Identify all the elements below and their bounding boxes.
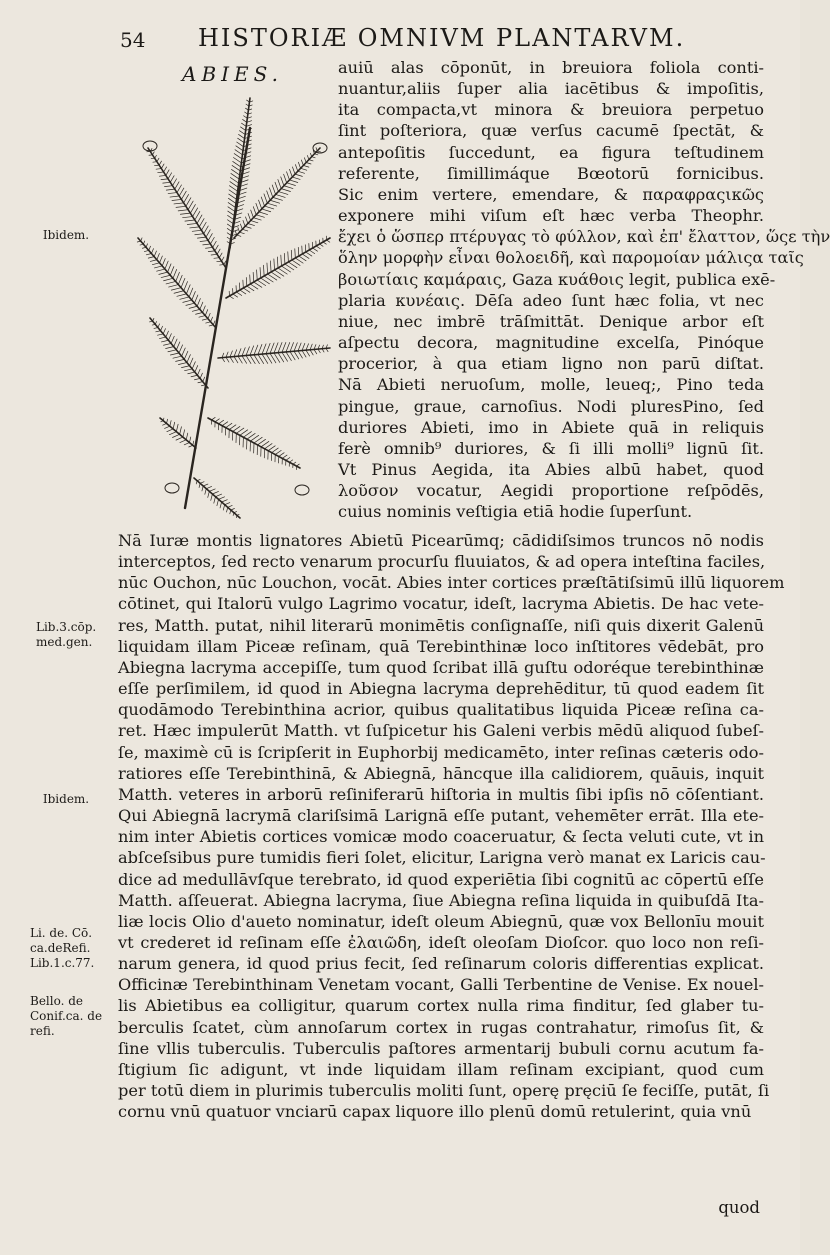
text-line: ferè omnib⁹ duriores, & ſi illi molli⁹ lignū ſit. <box>338 438 764 458</box>
figure-caption: ABIES. <box>182 62 283 86</box>
text-line: interceptos, ſed recto venarum procurſu fluuiatos, & ad opera inteſtina faciles, <box>118 552 766 572</box>
text-line: ſine vllis tuberculis. Tuberculis paſtores armentarij bubuli cornu acutum fa- <box>118 1038 764 1058</box>
text-line: plaria κυνέαις. Dēſa adeo ſunt hæc folia, vt nec <box>338 290 764 310</box>
abies-illustration <box>130 62 335 532</box>
text-line: βοιωτίαις καμάραις, Gaza κυάθοις legit, publica exē- <box>338 269 776 289</box>
text-line: Officinæ Terebinthinam Venetam vocant, Galli Terbentine de Venise. Ex nouel- <box>118 975 764 995</box>
text-line: nim inter Abietis cortices vomicæ modo coaceruatur, & ſecta veluti cute, vt in <box>118 827 764 847</box>
full-width-text <box>118 530 785 1122</box>
text-line: ratiores eſſe Terebinthinā, & Abiegnā, hāncque illa calidiorem, quāuis, inquit <box>118 763 764 783</box>
text-line: ὅλην μορφὴν εἶναι θολοειδῆ, καὶ παρομοίαν μάλιςα ταῖς <box>338 248 804 268</box>
text-line: ſtigium ſic adigunt, vt inde liquidam illam reſinam excipiant, quod cum <box>118 1059 764 1079</box>
text-line: exponere mihi viſum eſt hæc verba Theophr. <box>338 206 764 226</box>
right-column-text <box>338 57 830 522</box>
margin-note: Ibidem. <box>42 228 90 242</box>
text-line: Abiegna lacryma accepiſſe, tum quod ſcribat illā guſtu odoréque terebinthinæ <box>118 657 764 677</box>
margin-note: Li. de. Cō. ca.deRefi. Lib.1.c.77. <box>30 926 95 970</box>
fir-branch-engraving <box>130 88 335 528</box>
text-line: cuius nominis veſtigia etiā hodie ſuperſunt. <box>338 502 693 522</box>
text-line: procerior, à qua etiam ligno non parū diſtat. <box>338 354 764 374</box>
text-line: referente, ſimillimáque Bœotorū fornicibus. <box>338 163 764 183</box>
margin-note: Lib.3.cōp. med.gen. <box>36 620 97 649</box>
text-line: pingue, graue, carnoſius. Nodi pluresPino, ſed <box>338 396 764 416</box>
text-line: per totū diem in plurimis tuberculis moliti ſunt, operę pręciū ſe feciſſe, putāt, ſi <box>118 1081 770 1101</box>
text-line: berculis ſcatet, cùm annoſarum cortex in rugas contrahatur, rimoſus ſit, & <box>118 1017 764 1037</box>
text-line: ret. Hæc impulerūt Matth. vt ſuſpicetur his Galeni verbis mēdū aliquod ſubeſ- <box>118 721 764 741</box>
page-number: 54 <box>120 28 146 52</box>
text-line: abſceſsibus pure tumidis fieri ſolet, elicitur, Larigna verò manat ex Laricis cau- <box>118 848 766 868</box>
text-line: antepoſitis ſuccedunt, ea figura teſtudinem <box>338 142 764 162</box>
text-line: nūc Ouchon, nūc Louchon, vocāt. Abies inter cortices præſtātiſsimū illū liquorem <box>118 573 785 593</box>
text-line: narum genera, id quod prius fecit, ſed reſinarum coloris differentias explicat. <box>118 954 764 974</box>
text-line: eſſe perſimilem, id quod in Abiegna lacryma deprehēditur, tū quod eadem ſit <box>118 679 764 699</box>
text-line: cōtinet, qui Italorū vulgo Lagrimo vocatur, ideſt, lacryma Abietis. De hac vete- <box>118 594 764 614</box>
text-line: quodāmodo Terebinthina acrior, quibus qualitatibus liquida Piceæ reſina ca- <box>118 700 764 720</box>
text-line: Matth. veteres in arborū reſiniferarū hiſtoria in multis ſibi ipſis nō cōſentiant. <box>118 784 764 804</box>
text-line: duriores Abieti, imo in Abiete quā in reliquis <box>338 417 764 437</box>
text-line: nuantur,aliis ſuper alia iacētibus & impoſitis, <box>338 79 764 99</box>
text-line: res, Matth. putat, nihil literarū monimētis conſignaſſe, niſi quis dixerit Galenū <box>118 615 764 635</box>
text-line: ſe, maximè cū is ſcripſerit in Euphorbij medicamēto, inter reſinas cæteris odo- <box>118 742 764 762</box>
text-line: λοῦσον vocatur, Aegidi proportione reſpōdēs, <box>338 481 764 501</box>
catchword: quod <box>718 1198 760 1217</box>
text-line: cornu vnū quatuor vnciarū capax liquore illo plenū domū retulerint, quia vnū <box>118 1102 752 1122</box>
text-line: Nā Iuræ montis lignatores Abietū Picearūmq; cādidiſsimos truncos nō nodis <box>118 531 764 550</box>
text-line: Qui Abiegnā lacrymā clariſsimā Larignā eſſe putant, vehemēter errāt. Illa ete- <box>118 806 764 826</box>
text-line: aſpectu decora, magnitudine excelſa, Pinóque <box>338 333 764 353</box>
running-head: HISTORIÆ OMNIVM PLANTARVM. <box>198 24 686 52</box>
text-line: Sic enim vertere, emendare, & παραφραςικῶς <box>338 184 764 204</box>
text-line: niue, nec imbrē trāſmittāt. Denique arbor eſt <box>338 311 764 331</box>
text-line: liæ locis Olio d'aueto nominatur, ideſt oleum Abiegnū, quæ vox Bellonīu mouit <box>118 911 764 931</box>
margin-note: Ibidem. <box>42 792 90 806</box>
text-line: dice ad medullāvſque terebrato, id quod experiētia ſibi cognitū ac cōpertū eſſe <box>118 869 764 889</box>
text-line: ita compacta,vt minora & breuiora perpetuo <box>338 100 764 120</box>
text-line: lis Abietibus ea colligitur, quarum cortex nulla rima finditur, ſed glaber tu- <box>118 996 764 1016</box>
text-line: ἔχει ὁ ὥσπερ πτέρυγας τὸ φύλλον, καὶ ἐπ' ἔλαττον, ὥςε τὴν <box>338 227 830 247</box>
text-line: liquidam illam Piceæ reſinam, quā Terebinthinæ loco inſtitores vēdebāt, pro <box>118 636 764 656</box>
text-line: auiū alas cōponūt, in breuiora foliola conti- <box>338 58 764 77</box>
margin-note: Bello. de Conif.ca. de refi. <box>30 994 103 1038</box>
page-header <box>120 24 780 60</box>
text-line: Matth. aſſeuerat. Abiegna lacryma, ſiue Abiegna reſina liquida in quibuſdā Ita- <box>118 890 764 910</box>
text-line: Nā Abieti neruoſum, molle, leueq;, Pino teda <box>338 375 764 395</box>
text-line: Vt Pinus Aegida, ita Abies albū habet, quod <box>338 459 764 479</box>
text-line: vt crederet id reſinam eſſe ἐλαιῶδη, ideſt oleoſam Dioſcor. quo loco non reſi- <box>118 932 764 952</box>
text-line: ſint poſteriora, quæ verſus cacumē ſpectāt, & <box>338 121 764 141</box>
